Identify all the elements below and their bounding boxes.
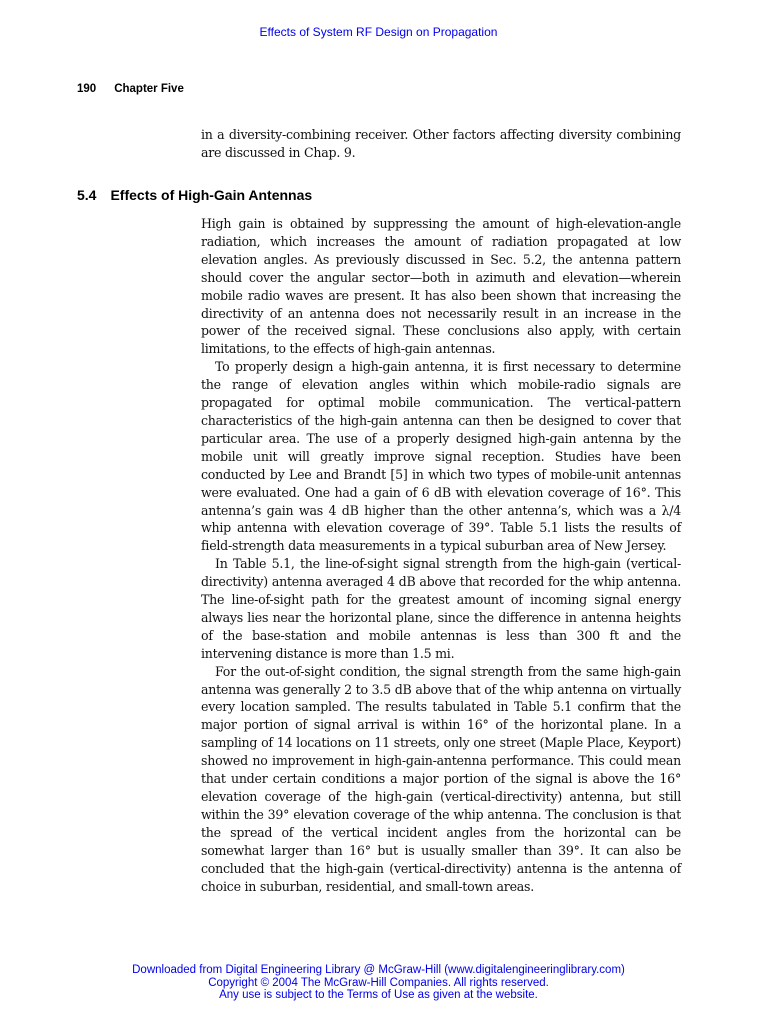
section-number: 5.4 bbox=[77, 187, 97, 203]
section-body bbox=[201, 215, 681, 895]
paragraph: To properly design a high-gain antenna, it is first necessary to determine the range of elevation angles within which mobile-radio signals are propagated for optimal mobile communication. The vertical-pattern characteristics of the high-gain antenna can then be designed to cover that particular area. The use of a properly designed high-gain antenna by the mobile unit will greatly improve signal reception. Studies have been conducted by Lee and Brandt [5] in which two types of mobile-unit antennas were evaluated. One had a gain of 6 dB with elevation coverage of 16°. This antenna’s gain was 4 dB higher than the other antenna’s, which was a λ/4 whip antenna with elevation coverage of 39°. Table 5.1 lists the results of field-strength data measurements in a typical suburban area of New Jersey. bbox=[201, 359, 681, 554]
page-number: 190 bbox=[77, 83, 97, 95]
footer bbox=[0, 964, 757, 1002]
chapter-label: Chapter Five bbox=[114, 83, 184, 95]
header-link[interactable]: Effects of System RF Design on Propagation bbox=[259, 25, 498, 39]
section-title: Effects of High-Gain Antennas bbox=[110, 187, 313, 203]
footer-download-link[interactable]: Downloaded from Digital Engineering Library @ McGraw-Hill (www.digitalengineeringlibrary.com) bbox=[132, 964, 625, 976]
intro-block bbox=[201, 126, 681, 162]
paragraph: High gain is obtained by suppressing the amount of high-elevation-angle radiation, which increases the amount of radiation propagated at low elevation angles. As previously discussed in Sec. 5.2, the antenna pattern should cover the angular sector—both in azimuth and elevation—wherein mobile radio waves are present. It has also been shown that increasing the directivity of an antenna does not necessarily result in an increase in the power of the received signal. These conclusions also apply, with certain limitations, to the effects of high-gain antennas. bbox=[201, 216, 681, 357]
running-head bbox=[77, 83, 184, 95]
footer-terms[interactable]: Any use is subject to the Terms of Use as given at the website. bbox=[219, 989, 538, 1001]
footer-copyright[interactable]: Copyright © 2004 The McGraw-Hill Companies. All rights reserved. bbox=[208, 976, 549, 989]
intro-paragraph: in a diversity-combining receiver. Other factors affecting diversity combining are discussed in Chap. 9. bbox=[201, 127, 681, 160]
paragraph: In Table 5.1, the line-of-sight signal strength from the high-gain (vertical-directivity) antenna averaged 4 dB above that recorded for the whip antenna. The line-of-sight path for the greatest amount of incoming signal energy always lies near the horizontal plane, since the difference in antenna heights of the base-station and mobile antennas is less than 300 ft and the intervening distance is more than 1.5 mi. bbox=[201, 556, 681, 661]
section-heading bbox=[77, 187, 312, 203]
paragraph: For the out-of-sight condition, the signal strength from the same high-gain antenna was generally 2 to 3.5 dB above that of the whip antenna on virtually every location sampled. The results tabulated in Table 5.1 confirm that the major portion of signal arrival is within 16° of the horizontal plane. In a sampling of 14 locations on 11 streets, only one street (Maple Place, Keyport) showed no improvement in high-gain-antenna performance. This could mean that under certain conditions a major portion of the signal is above the 16° elevation coverage of the high-gain (vertical-directivity) antenna, but still within the 39° elevation coverage of the whip antenna. The conclusion is that the spread of the vertical incident angles from the horizontal can be somewhat larger than 16° but is usually smaller than 39°. It can also be concluded that the high-gain (vertical-directivity) antenna is the antenna of choice in suburban, residential, and small-town areas. bbox=[201, 663, 681, 894]
